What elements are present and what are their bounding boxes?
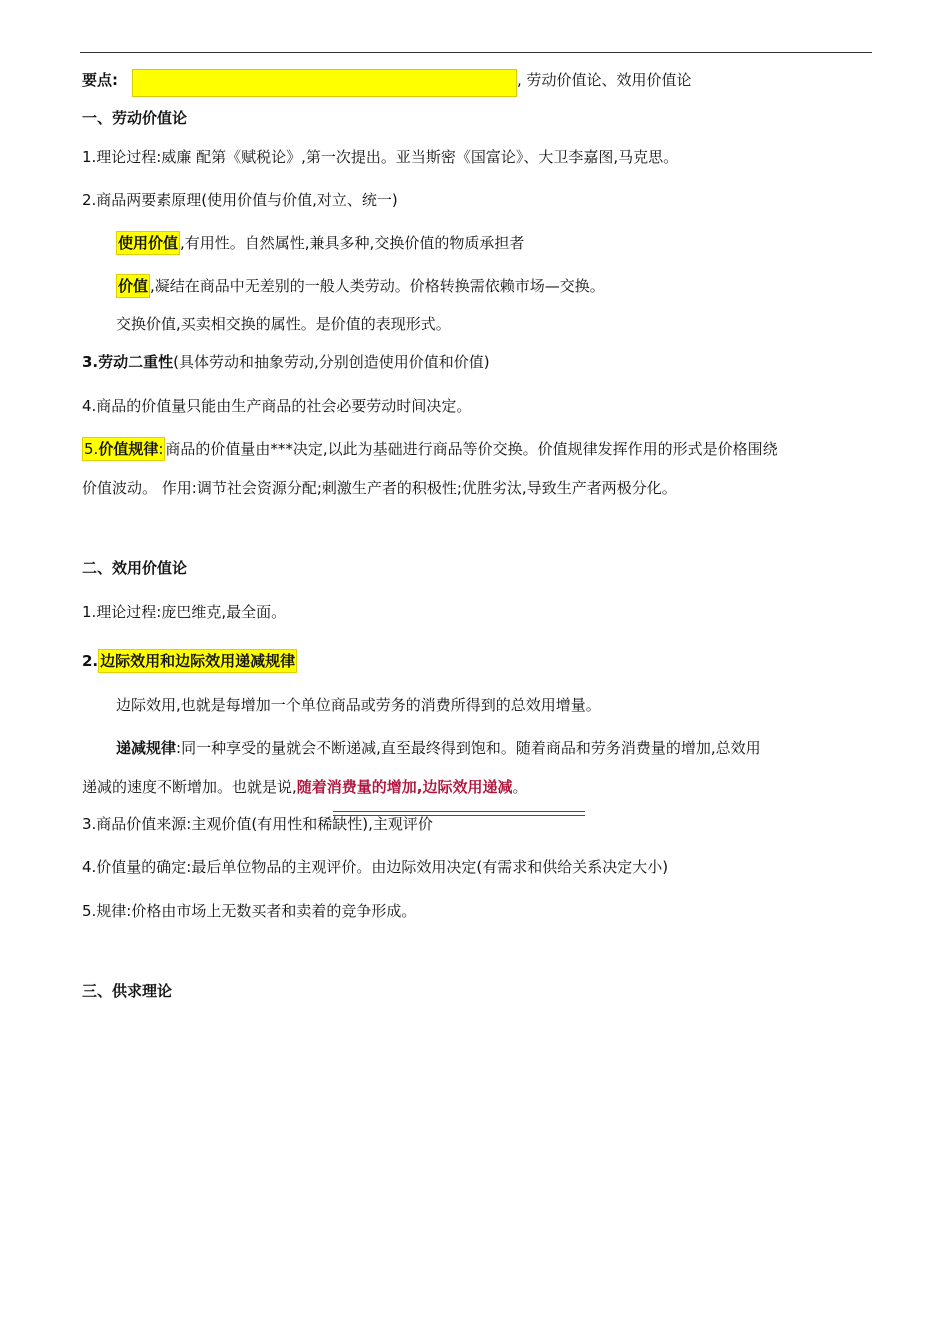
law-of-value-text: 商品的价值量由***决定,以此为基础进行商品等价交换。价值规律发挥作用的形式是价格围绕 <box>165 440 778 458</box>
s2-paragraph-3: 3.商品价值来源:主观价值(有用性和稀缺性),主观评价 <box>82 815 433 833</box>
marginal-utility-title: 边际效用和边际效用递减规律 <box>98 649 297 673</box>
key-points-label: 要点: <box>82 71 118 89</box>
dual-labor-text: (具体劳动和抽象劳动,分别创造使用价值和价值) <box>173 353 490 371</box>
s1-paragraph-2: 2.商品两要素原理(使用价值与价值,对立、统一) <box>82 191 398 209</box>
section-2-title: 二、效用价值论 <box>82 559 188 577</box>
s1-paragraph-5 <box>82 439 778 459</box>
use-value-term: 使用价值 <box>116 231 180 255</box>
law-of-value-term: 价值规律 <box>98 440 159 458</box>
use-value-text: ,有用性。自然属性,兼具多种,交换价值的物质承担者 <box>180 234 525 252</box>
s2-paragraph-4: 4.价值量的确定:最后单位物品的主观评价。由边际效用决定(有需求和供给关系决定大小) <box>82 858 669 876</box>
s2-p2-number: 2. <box>82 652 99 670</box>
value-term: 价值 <box>116 274 150 298</box>
s2-paragraph-1: 1.理论过程:庞巴维克,最全面。 <box>82 603 287 621</box>
decline-law-term: 递减规律 <box>116 739 177 757</box>
decline-law-text-2b: 。 <box>512 778 528 796</box>
value-text: ,凝结在商品中无差别的一般人类劳动。价格转换需依赖市场—交换。 <box>150 277 605 295</box>
decline-law-line-2 <box>82 777 528 797</box>
law-of-value-colon: : <box>158 440 164 458</box>
s1-paragraph-1: 1.理论过程:威廉 配第《赋税论》,第一次提出。亚当斯密《国富论》、大卫李嘉图,马克思。 <box>82 148 679 166</box>
s1-paragraph-3 <box>82 352 490 372</box>
law-of-value-number: 5. <box>84 440 99 458</box>
decline-law-emphasis: 随着消费量的增加,边际效用递减 <box>296 778 513 796</box>
s2-paragraph-5: 5.规律:价格由市场上无数买者和卖着的竞争形成。 <box>82 902 417 920</box>
value-line <box>116 276 605 296</box>
decline-law-line <box>116 738 761 758</box>
decline-law-text-2a: 递减的速度不断增加。也就是说, <box>82 778 297 796</box>
s2-paragraph-2 <box>82 651 297 671</box>
marginal-utility-definition: 边际效用,也就是每增加一个单位商品或劳务的消费所得到的总效用增量。 <box>116 696 601 714</box>
s1-paragraph-4: 4.商品的价值量只能由生产商品的社会必要劳动时间决定。 <box>82 397 472 415</box>
highlighted-blank <box>132 69 517 97</box>
decline-law-text: :同一种享受的量就会不断递减,直至最终得到饱和。随着商品和劳务消费量的增加,总效用 <box>176 739 761 757</box>
key-points-text: , 劳动价值论、效用价值论 <box>517 71 692 89</box>
header-rule <box>80 52 872 53</box>
section-3-title: 三、供求理论 <box>82 982 173 1000</box>
use-value-line <box>116 233 524 253</box>
dual-labor-term: 3.劳动二重性 <box>82 353 174 371</box>
exchange-value-line: 交换价值,买卖相交换的属性。是价值的表现形式。 <box>116 315 451 333</box>
s1-paragraph-5-cont: 价值波动。 作用:调节社会资源分配;刺激生产者的积极性;优胜劣汰,导致生产者两极分化。 <box>82 479 677 497</box>
law-of-value-highlight <box>82 437 165 461</box>
section-1-title: 一、劳动价值论 <box>82 109 188 127</box>
